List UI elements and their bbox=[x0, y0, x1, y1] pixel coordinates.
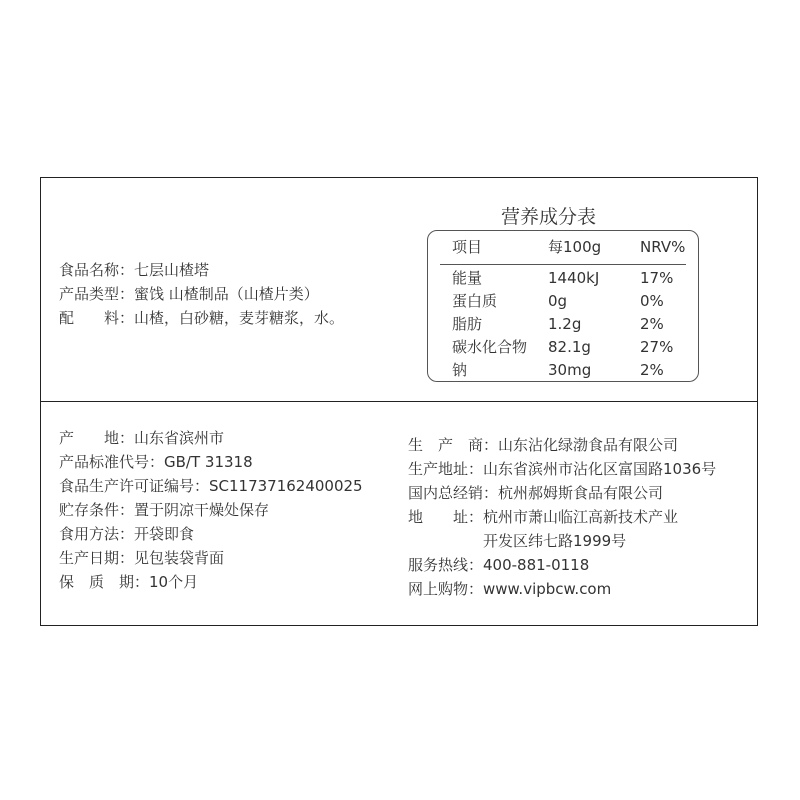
nutrition-table bbox=[427, 230, 699, 382]
usage-line: 食用方法：开袋即食 bbox=[59, 525, 195, 543]
shelf-life-line: 保 质 期：10个月 bbox=[59, 573, 199, 591]
product-type: 产品类型：蜜饯 山楂制品（山楂片类） bbox=[59, 285, 319, 303]
distributor-address-line: 地 址：杭州市萧山临江高新技术产业 bbox=[408, 508, 679, 526]
nutrition-row-value: 1440kJ bbox=[548, 269, 600, 287]
nutrition-row-label: 脂肪 bbox=[452, 315, 483, 333]
nutrition-row-nrv: 2% bbox=[640, 315, 664, 333]
license-line: 食品生产许可证编号：SC11737162400025 bbox=[59, 477, 363, 495]
ingredients: 配 料：山楂，白砂糖，麦芽糖浆，水。 bbox=[59, 309, 345, 327]
service-hotline-line: 服务热线：400-881-0118 bbox=[408, 556, 590, 574]
nutrition-row-value: 30mg bbox=[548, 361, 592, 379]
production-date-line: 生产日期：见包装袋背面 bbox=[59, 549, 225, 567]
nutrition-header-divider bbox=[440, 264, 686, 265]
nutrition-row-nrv: 27% bbox=[640, 338, 674, 356]
nutrition-row-label: 碳水化合物 bbox=[452, 338, 528, 356]
factory-address-line: 生产地址：山东省滨州市沾化区富国路1036号 bbox=[408, 460, 717, 478]
nutrition-row-nrv: 17% bbox=[640, 269, 674, 287]
product-name: 食品名称：七层山楂塔 bbox=[59, 261, 210, 279]
nutrition-row-value: 1.2g bbox=[548, 315, 582, 333]
standard-code-line: 产品标准代号：GB/T 31318 bbox=[59, 453, 253, 471]
distributor-address-line-2: 开发区纬七路1999号 bbox=[408, 532, 627, 550]
origin-line: 产 地：山东省滨州市 bbox=[59, 429, 225, 447]
product-label-card bbox=[40, 177, 758, 626]
nutrition-row-nrv: 2% bbox=[640, 361, 664, 379]
online-shop-line: 网上购物：www.vipbcw.com bbox=[408, 580, 612, 598]
nutrition-row-label: 能量 bbox=[452, 269, 483, 287]
manufacturer-line: 生 产 商：山东沾化绿渤食品有限公司 bbox=[408, 436, 679, 454]
section-divider bbox=[41, 401, 757, 402]
nutrition-row-label: 蛋白质 bbox=[452, 292, 498, 310]
nutrition-header-per100g: 每100g bbox=[548, 238, 602, 256]
storage-line: 贮存条件：置于阴凉干燥处保存 bbox=[59, 501, 270, 519]
distributor-line: 国内总经销：杭州郝姆斯食品有限公司 bbox=[408, 484, 664, 502]
nutrition-row-value: 82.1g bbox=[548, 338, 591, 356]
nutrition-header-nrv: NRV% bbox=[640, 238, 686, 256]
nutrition-title: 营养成分表 bbox=[501, 206, 597, 228]
nutrition-row-label: 钠 bbox=[452, 361, 468, 379]
nutrition-header-item: 项目 bbox=[452, 238, 483, 256]
nutrition-row-value: 0g bbox=[548, 292, 568, 310]
nutrition-row-nrv: 0% bbox=[640, 292, 664, 310]
